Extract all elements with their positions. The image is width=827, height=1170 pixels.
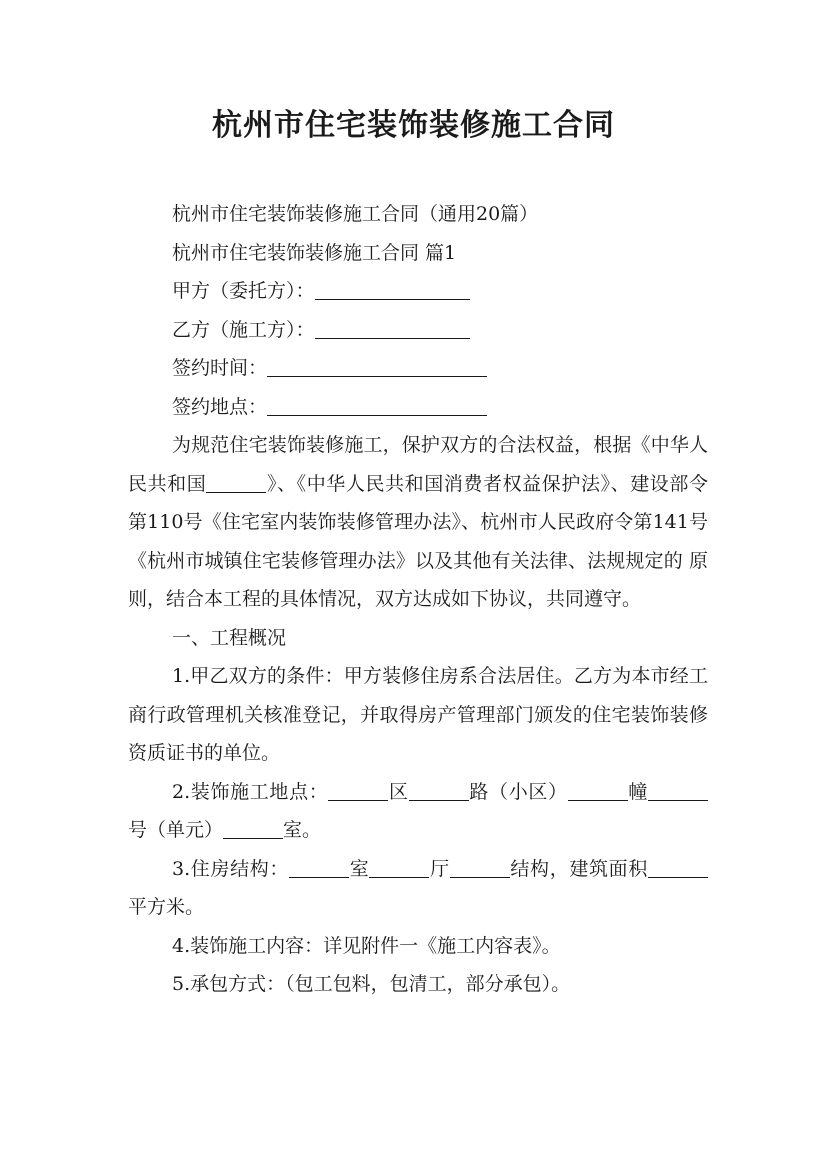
party-b-blank — [315, 319, 470, 339]
structure-blank — [450, 858, 510, 878]
clause-3-rooms: 室 — [349, 857, 370, 880]
clause-2-building: 幢 — [627, 780, 648, 803]
sign-time-blank — [267, 357, 487, 377]
clause-3-prefix: 3.住房结构： — [172, 857, 290, 880]
number-blank — [648, 781, 708, 801]
district-blank — [328, 781, 388, 801]
clause-5: 5.承包方式：（包工包料，包清工，部分承包）。 — [172, 973, 571, 995]
party-a-blank — [315, 280, 470, 300]
preamble-text-2: 》、《中华人民共和国消费者权益保护法》、建设部令第110号《住宅室内装饰装修管理办法》、杭州市人民政府令第141号《杭州市城镇住宅装修管理办法》以及其他有关法律、法规规定的 原则，结合本工程的具体情况，双方达成如下协议，共同遵守。 — [128, 472, 708, 610]
document-body — [128, 195, 708, 1004]
clause-2-unit: 号（单元） — [128, 819, 224, 841]
clause-1: 1.甲乙双方的条件：甲方装修住房系合法居住。乙方为本市经工商行政管理机关核准登记，并取得房产管理部门颁发的住宅装饰装修资质证书的单位。 — [128, 665, 708, 764]
document-subtitle: 杭州市住宅装饰装修施工合同（通用20篇） — [172, 203, 539, 225]
rooms-blank — [289, 858, 349, 878]
clause-3-halls: 厅 — [429, 857, 450, 880]
clause-4: 4.装饰施工内容：详见附件一《施工内容表》。 — [172, 934, 561, 957]
party-a-label: 甲方（委托方）： — [172, 280, 315, 302]
section-heading: 一、工程概况 — [172, 626, 287, 649]
sign-place-blank — [267, 396, 487, 416]
sign-time-line — [128, 349, 708, 388]
clause-2-prefix: 2.装饰施工地点： — [172, 780, 329, 803]
clause-2-district: 区 — [388, 780, 409, 803]
preamble-text-1: 为规范住宅装饰装修施工，保护双方的合法权益，根据《中华人民共和国 — [128, 434, 708, 495]
room-blank — [223, 819, 283, 839]
clause-2-road: 路（小区） — [468, 780, 568, 803]
document-title: 杭州市住宅装饰装修施工合同 — [212, 108, 615, 143]
sign-place-label: 签约地点： — [172, 395, 268, 418]
part-heading: 杭州市住宅装饰装修施工合同 篇1 — [172, 241, 457, 264]
clause-2 — [128, 773, 708, 850]
party-a-line — [128, 272, 708, 311]
clause-2-room: 室。 — [283, 819, 322, 841]
preamble-paragraph — [128, 426, 708, 619]
building-blank — [568, 781, 628, 801]
clause-3 — [128, 850, 708, 927]
law-name-blank — [206, 473, 266, 493]
halls-blank — [369, 858, 429, 878]
sign-time-label: 签约时间： — [172, 357, 268, 379]
sign-place-line — [128, 388, 708, 427]
party-b-label: 乙方（施工方）： — [172, 318, 315, 341]
party-b-line — [128, 311, 708, 350]
area-blank — [648, 858, 708, 878]
road-blank — [409, 781, 469, 801]
clause-3-structure: 结构，建筑面积 — [509, 857, 648, 880]
clause-3-unit: 平方米。 — [128, 896, 205, 918]
